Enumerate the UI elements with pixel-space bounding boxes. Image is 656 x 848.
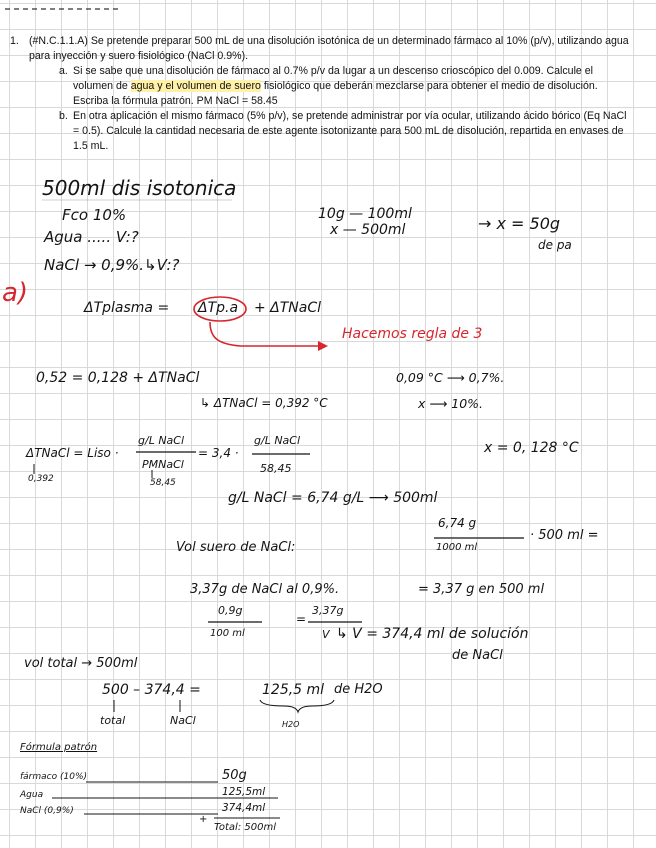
equals-337: = 3,37 g en 500 ml [418, 582, 545, 597]
sub-label-nacl: NaCl [170, 714, 196, 727]
sub-label-total: total [100, 714, 126, 727]
formula-nacl: NaCl (0,9%) [20, 806, 74, 816]
problem-number: 1. [10, 35, 19, 47]
rule-result-2: de pa [538, 238, 572, 252]
liso-denominator-2: 58,45 [260, 462, 292, 475]
liso-denominator: PMNaCl [142, 458, 184, 471]
conv-numerator: 6,74 g [438, 516, 477, 530]
liso-equals: = 3,4 · [198, 446, 239, 460]
formula-plus-sign: + [199, 814, 208, 825]
regla-3-result: x = 0, 128 °C [484, 440, 579, 456]
liso-lhs: ΔTNaCl = Liso · [26, 446, 119, 460]
prop-equals: = [296, 612, 307, 626]
formula-nacl-value: 374,4ml [222, 802, 266, 814]
vol-suero: Vol suero de NaCl: [176, 540, 296, 555]
regla-3-line-2: x ⟶ 10%. [418, 396, 484, 411]
prop-den-1: 100 ml [210, 628, 245, 639]
liso-numerator-2: g/L NaCl [254, 434, 301, 447]
liso-numerator: g/L NaCl [138, 434, 185, 447]
eq-main-right: + ΔTNaCl [254, 300, 322, 316]
formula-farmaco-value: 50g [222, 768, 247, 783]
problem-main-text: (#N.C.1.1.A) Se pretende preparar 500 mL de una disolución isotónica de un determinado fármaco al 10% (p/v), utilizando agua para inyección y suero fisiológico (NaCl 0.9%). [29, 35, 629, 62]
formula-farmaco: fármaco (10%) [20, 772, 88, 782]
prop-result-2: de NaCl [452, 648, 503, 663]
red-arrow [210, 322, 326, 346]
circle-mark [194, 297, 246, 321]
part-b-text: En otra aplicación el mismo fármaco (5% p/v), se pretende administrar por vía ocular, utilizando ácido bórico (Eq NaCl = 0.5). Calcule la cantidad necesaria de este agente isotonizante para 500 mL de disolución, repartida en envases de 1.5 mL. [73, 110, 627, 152]
liso-sub-2: 58,45 [150, 478, 176, 488]
note-agua: Agua ..... V:? [44, 228, 139, 246]
part-a-text-2: fisiológico que deberán mezclarse para obtener el medio de disolución. Escriba la fórmula patrón. PM NaCl = 58.45 [73, 80, 598, 107]
sub-tail: de H2O [334, 682, 383, 697]
part-b-label: b. [59, 110, 68, 122]
part-a-highlight: agua y el volumen de suero [130, 80, 261, 92]
regla-3-line-1: 0,09 °C ⟶ 0,7%. [396, 370, 505, 385]
prop-num-2: 3,37g [312, 604, 344, 617]
rule-result: → x = 50g [478, 214, 561, 233]
sub-result: 125,5 ml [262, 682, 325, 698]
part-a-label: a. [59, 65, 68, 77]
formula-agua-value: 125,5ml [222, 786, 266, 798]
line-delta: ↳ ΔTNaCl = 0,392 °C [200, 396, 328, 410]
liso-sub-1: 0,392 [28, 474, 54, 484]
conv-denominator: 1000 ml [436, 542, 478, 553]
rule-line-1: 10g — 100ml [318, 206, 412, 222]
sub-line: 500 – 374,4 = [102, 682, 201, 698]
gl-result: g/L NaCl = 6,74 g/L ⟶ 500ml [228, 490, 438, 506]
formula-agua: Agua [20, 790, 44, 800]
prop-den-2: V [322, 628, 330, 641]
vol-total: vol total → 500ml [24, 656, 138, 671]
note-title: 500ml dis isotonica [42, 176, 237, 200]
part-a-marker: a) [2, 278, 29, 308]
red-arrow-head [318, 341, 328, 351]
eq-main-circled: ΔTp.a [198, 300, 239, 316]
red-note: Hacemos regla de 3 [342, 326, 483, 342]
formula-total: Total: 500ml [214, 822, 276, 833]
line-052: 0,52 = 0,128 + ΔTNaCl [36, 370, 200, 386]
eq-main-left: ΔTplasma = [84, 300, 170, 316]
note-nacl: NaCl → 0,9%.↳V:? [44, 256, 180, 274]
g-337-line: 3,37g de NaCl al 0,9%. [190, 582, 340, 597]
part-a-text-1: Si se sabe que una disolución de fármaco al 0.7% p/v da lugar a un descenso crioscópico del 0.009. Calcule el volumen de [73, 65, 594, 92]
sub-label-h2o: H2O [282, 720, 300, 729]
conv-multiplier: · 500 ml = [530, 528, 599, 543]
prop-result: ↳ V = 374,4 ml de solución [336, 626, 529, 642]
result-brace [260, 700, 334, 712]
note-fco: Fco 10% [62, 206, 127, 224]
formula-title: Fórmula patrón [20, 742, 98, 753]
rule-line-2: x — 500ml [330, 222, 406, 238]
prop-num-1: 0,9g [218, 604, 243, 617]
